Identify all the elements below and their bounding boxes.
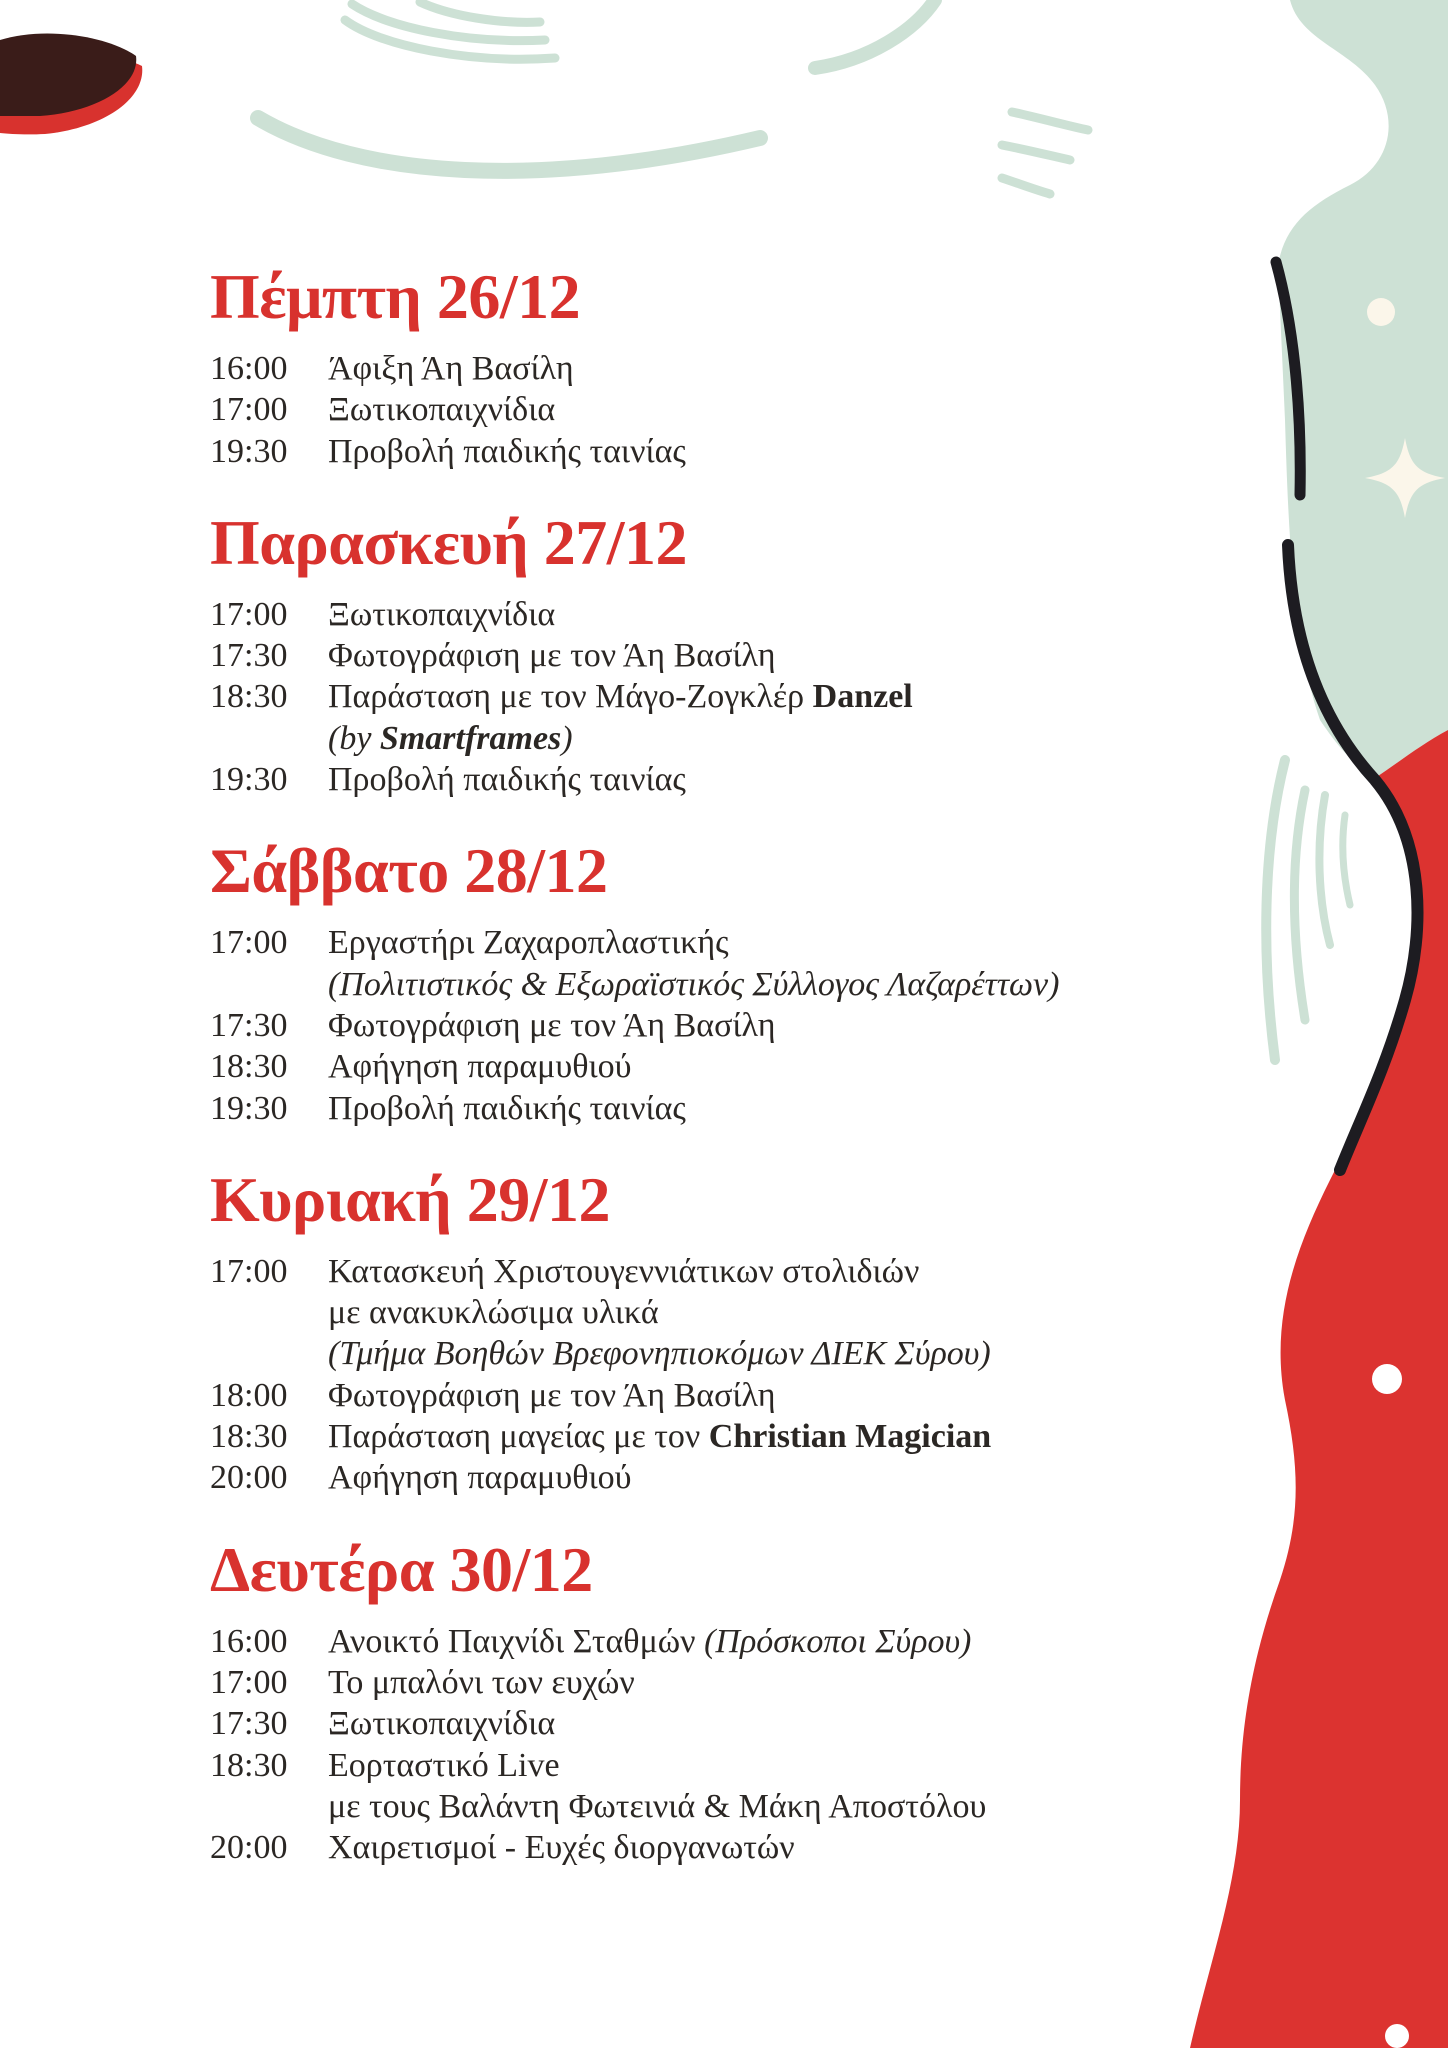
event-text: Ξωτικοπαιχνίδια [328,1705,556,1743]
event-time: 17:00 [210,391,288,429]
event-text: Προβολή παιδικής ταινίας [328,1089,686,1127]
event-line [328,594,1250,635]
event-line [328,1005,1250,1046]
event-time: 17:00 [210,924,288,962]
event-time: 19:30 [210,761,288,799]
event-description [328,676,1250,759]
beard-strands [1266,760,1350,1060]
organizer-credit: (Πολιτιστικός & Εξωραϊστικός Σύλλογος Λαζαρέττων) [328,965,1060,1003]
event-time: 17:30 [210,1705,288,1743]
event-row [210,1827,1250,1868]
event-time: 18:00 [210,1376,288,1414]
beard-strand-icon [1343,815,1350,905]
event-text: με ανακυκλώσιμα υλικά [328,1294,659,1332]
event-time: 19:30 [210,1089,288,1127]
event-text: Άφιξη Άη Βασίλη [328,350,574,387]
day-title: Παρασκευή 27/12 [210,506,687,578]
event-description [328,759,1250,800]
event-description [328,348,1250,389]
event-description [328,1375,1250,1416]
event-description [328,431,1250,472]
event-text: Φωτογράφιση με τον Άη Βασίλη [328,637,776,675]
event-description [328,1005,1250,1046]
organizer-name: Smartframes [379,719,562,757]
day-saturday [210,835,1250,1128]
event-text: Προβολή παιδικής ταινίας [328,761,686,799]
event-description [328,922,1250,1005]
event-description [328,1046,1250,1087]
day-title: Κυριακή 29/12 [210,1163,610,1235]
event-text: Αφήγηση παραμυθιού [328,1048,632,1086]
event-line [328,1703,1250,1744]
event-row [210,389,1250,430]
cheek-line-icon [1012,112,1088,130]
event-row [210,594,1250,635]
event-line [328,1333,1250,1374]
event-row [210,348,1250,389]
event-row [210,922,1250,1005]
cheek-line-icon [1002,178,1050,194]
event-description [328,594,1250,635]
event-line [328,1827,1250,1868]
event-text: Παράσταση με τον Μάγο-Ζογκλέρ [328,678,805,716]
event-line [328,1457,1250,1498]
event-line [328,676,1250,717]
event-description [328,1416,1250,1457]
lash-line-icon [420,2,540,22]
event-line [328,1375,1250,1416]
event-line [328,1786,1250,1827]
snow-dot-icon [1367,298,1395,326]
event-row [210,431,1250,472]
event-row [210,1005,1250,1046]
day-sunday [210,1163,1250,1499]
event-time: 18:30 [210,1746,288,1784]
event-row [210,1416,1250,1457]
day-monday [210,1533,1250,1869]
event-text: Ανοικτό Παιχνίδι Σταθμών [328,1622,696,1660]
event-line [328,1416,1250,1457]
day-thursday [210,261,1250,472]
event-description [328,635,1250,676]
event-row [210,1662,1250,1703]
event-text: Κατασκευή Χριστουγεννιάτικων στολιδιών [328,1252,920,1290]
event-text: Εορταστικό Live [328,1746,560,1784]
event-row [210,1046,1250,1087]
event-time: 20:00 [210,1459,288,1497]
event-line [328,1662,1250,1703]
event-time: 17:00 [210,1252,288,1290]
event-text: Ξωτικοπαιχνίδια [328,391,556,429]
day-friday [210,506,1250,800]
event-row [210,759,1250,800]
event-line [328,1292,1250,1333]
event-row [210,1457,1250,1498]
event-line [328,718,1250,759]
event-line [328,964,1250,1005]
event-line [328,1088,1250,1129]
smile-line-icon [258,118,760,171]
event-text: Προβολή παιδικής ταινίας [328,432,686,470]
event-line [328,1745,1250,1786]
event-row [210,1745,1250,1828]
event-row [210,1088,1250,1129]
event-line [328,635,1250,676]
cheek-line-icon [1002,145,1070,160]
performer-name: Christian Magician [708,1418,992,1456]
event-description [328,1457,1250,1498]
event-row [210,1621,1250,1662]
event-line [328,348,1250,389]
beard-strand-icon [1319,795,1330,945]
event-text: Το μπαλόνι των ευχών [328,1663,635,1701]
event-line [328,759,1250,800]
event-text: Φωτογράφιση με τον Άη Βασίλη [328,1376,776,1414]
event-text: Αφήγηση παραμυθιού [328,1459,632,1497]
beard-strand-icon [1266,760,1285,1060]
event-time: 16:00 [210,1622,288,1660]
event-time: 17:30 [210,637,288,675]
event-time: 16:00 [210,350,288,387]
top-mint-strokes [258,0,1088,194]
performer-name: Danzel [812,678,913,716]
event-text: Εργαστήρι Ζαχαροπλαστικής [328,924,729,962]
event-text: Παράσταση μαγείας με τον [328,1418,701,1456]
day-title: Πέμπτη 26/12 [210,261,581,332]
event-line [328,431,1250,472]
event-line [328,389,1250,430]
event-time: 17:00 [210,1663,288,1701]
organizer-credit: (Τμήμα Βοηθών Βρεφονηπιοκόμων ΔΙΕΚ Σύρου) [328,1335,991,1373]
event-line [328,1621,1250,1662]
event-description [328,1827,1250,1868]
event-time: 19:30 [210,432,288,470]
event-time: 18:30 [210,1048,288,1086]
organizer-credit: (Πρόσκοποι Σύρου) [704,1622,972,1660]
event-time: 18:30 [210,1418,288,1456]
event-text: Ξωτικοπαιχνίδια [328,595,556,633]
credit-prefix: (by [328,719,372,757]
event-row [210,635,1250,676]
event-text: Χαιρετισμοί - Ευχές διοργανωτών [328,1829,795,1867]
event-description [328,1251,1250,1375]
event-schedule [210,261,1250,1868]
event-row [210,676,1250,759]
event-description [328,1088,1250,1129]
event-row [210,1251,1250,1375]
event-time: 17:00 [210,595,288,633]
snow-dot-icon [1385,2024,1409,2048]
event-description [328,1621,1250,1662]
event-row [210,1703,1250,1744]
event-row [210,1375,1250,1416]
day-title: Δευτέρα 30/12 [210,1533,593,1605]
event-line [328,1251,1250,1292]
brow-line-icon [815,0,935,68]
performer-names: με τους Βαλάντη Φωτεινιά & Μάκη Αποστόλου [328,1787,987,1825]
event-line [328,1046,1250,1087]
event-description [328,389,1250,430]
event-line [328,922,1250,963]
event-time: 18:30 [210,678,288,716]
beard-strand-icon [1294,790,1305,1020]
event-time: 20:00 [210,1829,288,1867]
event-description [328,1745,1250,1828]
event-description [328,1662,1250,1703]
credit-suffix: ) [561,719,573,757]
event-description [328,1703,1250,1744]
day-title: Σάββατο 28/12 [210,835,608,907]
event-time: 17:30 [210,1006,288,1044]
snow-dot-icon [1372,1364,1402,1394]
event-text: Φωτογράφιση με τον Άη Βασίλη [328,1006,776,1044]
